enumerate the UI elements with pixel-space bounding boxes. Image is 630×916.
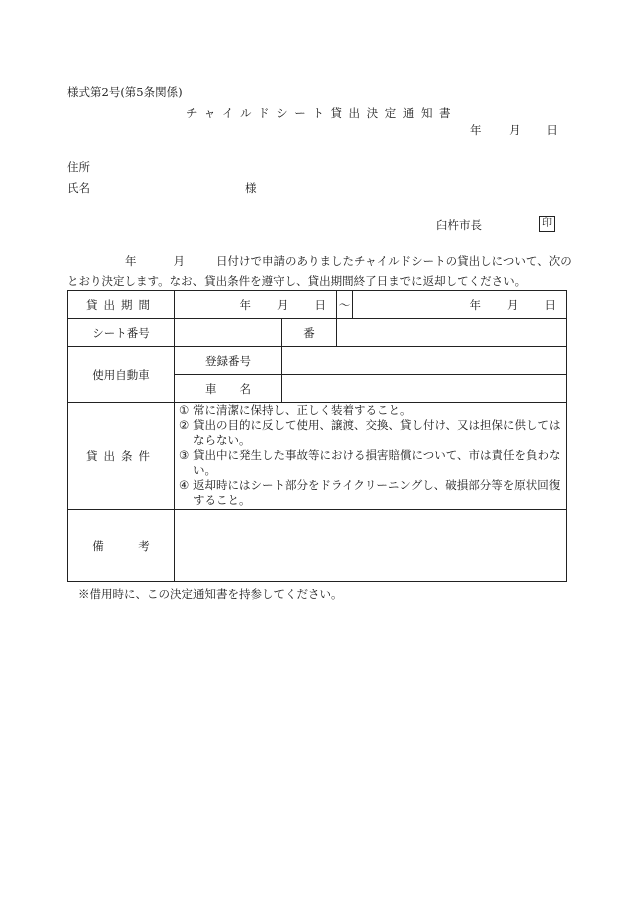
period-start-year: 年 <box>239 297 251 312</box>
address-label: 住所 <box>67 160 90 174</box>
period-start <box>175 291 337 319</box>
seal-mark: 印 <box>539 216 555 232</box>
row-conditions <box>68 403 567 510</box>
issue-date-year: 年 <box>470 123 482 137</box>
seat-number-label: シート番号 <box>68 319 175 347</box>
conditions-label: 貸出条件 <box>68 403 175 510</box>
period-separator: ～ <box>337 291 353 319</box>
intro-year: 年 <box>125 254 137 268</box>
conditions-list <box>175 403 567 510</box>
registration-label: 登録番号 <box>175 347 282 375</box>
issuer-mayor: 臼杵市長 <box>436 218 482 232</box>
condition-item: ④ 返却時にはシート部分をドライクリーニングし、破損部分等を原状回復すること。 <box>179 478 561 507</box>
period-end-year: 年 <box>469 297 481 312</box>
period-start-month: 月 <box>277 297 289 312</box>
condition-item: ③ 貸出中に発生した事故等における損害賠償について、市は責任を負わない。 <box>179 448 561 477</box>
period-end-month: 月 <box>507 297 519 312</box>
document-title: チャイルドシート貸出決定通知書 <box>186 106 458 120</box>
period-label: 貸出期間 <box>68 291 175 319</box>
issue-date-day: 日 <box>546 123 558 137</box>
form-number: 様式第2号(第5条関係) <box>67 85 183 99</box>
issue-date-month: 月 <box>509 123 521 137</box>
car-name-value <box>282 375 567 403</box>
condition-item: ① 常に清潔に保持し、正しく装着すること。 <box>179 403 412 417</box>
period-end-day: 日 <box>544 297 556 312</box>
footer-note: ※借用時に、この決定通知書を持参してください。 <box>78 587 343 601</box>
car-name-label: 車 名 <box>175 375 282 403</box>
honorific: 様 <box>245 181 257 195</box>
loan-table <box>67 290 567 582</box>
intro-line-2: とおり決定します。なお、貸出条件を遵守し、貸出期間終了日までに返却してください。 <box>67 274 527 288</box>
ban-label: 番 <box>282 319 337 347</box>
seat-number-value <box>175 319 282 347</box>
vehicle-label: 使用自動車 <box>68 347 175 403</box>
registration-value <box>282 347 567 375</box>
intro-line-1 <box>67 254 572 268</box>
period-end <box>353 291 567 319</box>
remarks-label: 備 考 <box>68 510 175 582</box>
row-remarks <box>68 510 567 582</box>
intro-month: 月 <box>173 254 185 268</box>
condition-item: ② 貸出の目的に反して使用、譲渡、交換、貸し付け、又は担保に供してはならない。 <box>179 418 561 447</box>
remarks-value <box>175 510 567 582</box>
name-label: 氏名 <box>67 181 90 195</box>
seat-number-extra <box>337 319 567 347</box>
period-start-day: 日 <box>314 297 326 312</box>
row-seat-number <box>68 319 567 347</box>
issue-date <box>470 123 558 137</box>
row-period <box>68 291 567 319</box>
row-registration <box>68 347 567 375</box>
intro-day-text: 日付けで申請のありましたチャイルドシートの貸出しについて、次の <box>216 254 572 268</box>
